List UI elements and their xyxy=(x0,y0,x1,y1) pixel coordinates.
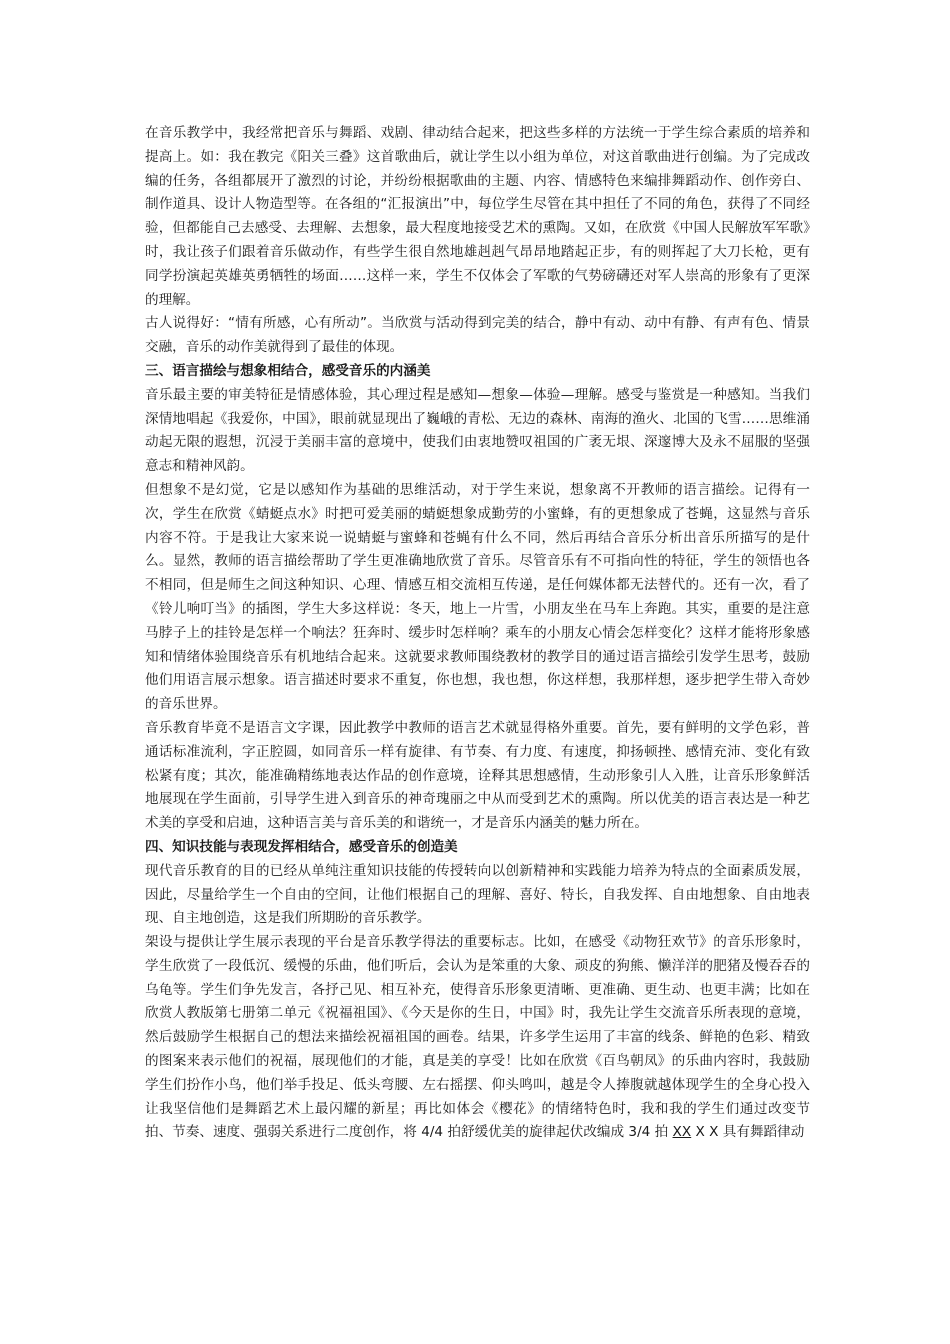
paragraph-3: 音乐最主要的审美特征是情感体验，其心理过程是感知—想象—体验—理解。感受与鉴赏是一种感知。当我们深情地唱起《我爱你，中国》，眼前就显现出了巍峨的青松、无边的森林、南海的渔火、北国的飞雪……思维涌动起无限的遐想，沉浸于美丽丰富的意境中，使我们由衷地赞叹祖国的广袤无垠、深邃博大及永不屈服的坚强意志和精神风韵。 xyxy=(145,386,810,475)
document-body xyxy=(145,122,810,1145)
paragraph-5: 音乐教育毕竟不是语言文字课，因此教学中教师的语言艺术就显得格外重要。首先，要有鲜明的文学色彩，普通话标准流利，字正腔圆，如同音乐一样有旋律、有节奏、有力度、有速度，抑扬顿挫、感情充沛、变化有致松紧有度；其次，能准确精练地表达作品的创作意境，诠释其思想感情，生动形象引人入胜，让音乐形象鲜活地展现在学生面前，引导学生进入到音乐的神奇瑰丽之中从而受到艺术的熏陶。所以优美的语言表达是一种艺术美的享受和启迪，这种语言美与音乐美的和谐统一，才是音乐内涵美的魅力所在。 xyxy=(145,719,810,832)
paragraph-7-text: 架设与提供让学生展示表现的平台是音乐教学得法的重要标志。比如，在感受《动物狂欢节》的音乐形象时，学生欣赏了一段低沉、缓慢的乐曲，他们听后，会认为是笨重的大象、顽皮的狗熊、懒洋洋的肥猪及慢吞吞的乌龟等。学生们争先发言，各抒己见、相互补充，使得音乐形象更清晰、更准确、更生动、也更丰满；比如在欣赏人教版第七册第二单元《祝福祖国》、《今天是你的生日，中国》时，我先让学生交流音乐所表现的意境，然后鼓励学生根据自己的想法来描绘祝福祖国的画卷。结果，许多学生运用了丰富的线条、鲜艳的色彩、精致的图案来表示他们的祝福，展现他们的才能，真是美的享受！比如在欣赏《百鸟朝凤》的乐曲内容时，我鼓励学生们扮作小鸟，他们举手投足、低头弯腰、左右摇摆、仰头鸣叫，越是令人捧腹就越体现学生的全身心投入让我坚信他们是舞蹈艺术上最闪耀的新星；再比如体会《樱花》的情绪特色时，我和我的学生们通过改变节拍、节奏、速度、强弱关系进行二度创作，将 4/4 拍舒缓优美的旋律起伏改编成 3/4 拍 xyxy=(145,934,810,1141)
paragraph-6: 现代音乐教育的目的已经从单纯注重知识技能的传授转向以创新精神和实践能力培养为特点的全面素质发展，因此，尽量给学生一个自由的空间，让他们根据自己的理解、喜好、特长，自我发挥、自由地想象、自由地表现、自主地创造，这是我们所期盼的音乐教学。 xyxy=(145,862,810,927)
paragraph-7 xyxy=(145,931,810,1145)
rhythm-notation-underlined: XX xyxy=(672,1124,692,1141)
paragraph-7-tail: X X 具有舞蹈律动 xyxy=(691,1124,805,1141)
paragraph-1: 在音乐教学中，我经常把音乐与舞蹈、戏剧、律动结合起来，把这些多样的方法统一于学生综合素质的培养和提高上。如：我在教完《阳关三叠》这首歌曲后，就让学生以小组为单位，对这首歌曲进行创编。为了完成改编的任务，各组都展开了激烈的讨论，并纷纷根据歌曲的主题、内容、情感特色来编排舞蹈动作、创作旁白、制作道具、设计人物造型等。在各组的“汇报演出”中，每位学生尽管在其中担任了不同的角色，获得了不同经验，但都能自己去感受、去理解、去想象，最大程度地接受艺术的熏陶。又如，在欣赏《中国人民解放军军歌》时，我让孩子们跟着音乐做动作，有些学生很自然地雄赳赳气昂昂地踏起正步，有的则挥起了大刀长枪，更有同学扮演起英雄英勇牺牲的场面……这样一来，学生不仅体会了军歌的气势磅礴还对军人崇高的形象有了更深的理解。 xyxy=(145,125,810,308)
paragraph-2: 古人说得好：“情有所感，心有所动”。当欣赏与活动得到完美的结合，静中有动、动中有静、有声有色、情景交融，音乐的动作美就得到了最佳的体现。 xyxy=(145,315,810,356)
paragraph-4: 但想象不是幻觉，它是以感知作为基础的思维活动，对于学生来说，想象离不开教师的语言描绘。记得有一次，学生在欣赏《蜻蜓点水》时把可爱美丽的蜻蜓想象成勤劳的小蜜蜂，有的更想象成了苍蝇，这显然与音乐内容不符。于是我让大家来说一说蜻蜓与蜜蜂和苍蝇有什么不同，然后再结合音乐分析出音乐所描写的是什么。显然，教师的语言描绘帮助了学生更准确地欣赏了音乐。尽管音乐有不可指向性的特征，学生的领悟也各不相同，但是师生之间这种知识、心理、情感互相交流相互传递，是任何媒体都无法替代的。还有一次，看了《铃儿响叮当》的插图，学生大多这样说：冬天，地上一片雪，小朋友坐在马车上奔跑。其实，重要的是注意马脖子上的挂铃是怎样一个响法？狂奔时、缓步时怎样响？乘车的小朋友心情会怎样变化？这样才能将形象感知和情绪体验围绕音乐有机地结合起来。这就要求教师围绕教材的教学目的通过语言描绘引发学生思考，鼓励他们用语言展示想象。语言描述时要求不重复，你也想，我也想，你这样想，我那样想，逐步把学生带入奇妙的音乐世界。 xyxy=(145,481,810,713)
section-heading-4: 四、知识技能与表现发挥相结合，感受音乐的创造美 xyxy=(145,838,458,855)
section-heading-3: 三、语言描绘与想象相结合，感受音乐的内涵美 xyxy=(145,362,431,379)
